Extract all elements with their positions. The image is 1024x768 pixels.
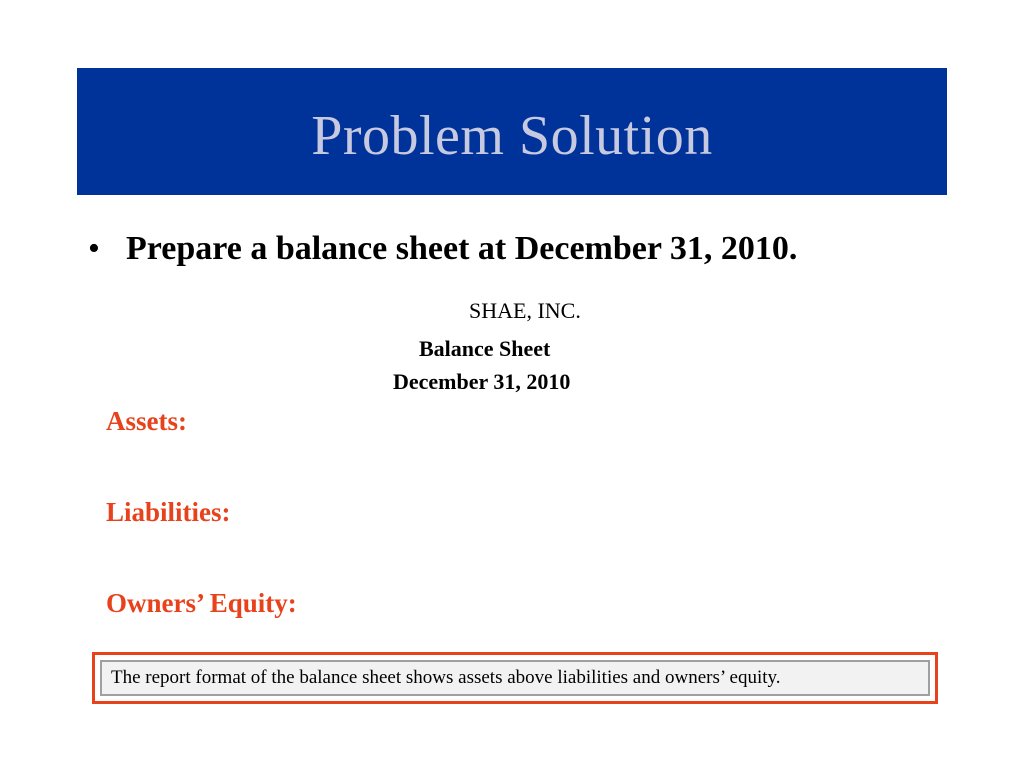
bullet-icon: • (88, 230, 100, 267)
section-label-owners-equity: Owners’ Equity: (106, 588, 297, 618)
section-label-liabilities: Liabilities: (106, 497, 231, 527)
note-text: The report format of the balance sheet shows assets above liabilities and owners’ equity. (100, 660, 930, 696)
slide-title: Problem Solution (311, 105, 713, 167)
section-label-assets: Assets: (106, 406, 187, 436)
title-bar (77, 68, 947, 195)
note-box (92, 652, 938, 704)
company-name: SHAE, INC. (469, 298, 581, 323)
statement-date: December 31, 2010 (393, 369, 571, 394)
bullet-item (88, 224, 797, 274)
bullet-text: Prepare a balance sheet at December 31, 2010. (126, 230, 798, 267)
statement-title: Balance Sheet (419, 336, 551, 361)
